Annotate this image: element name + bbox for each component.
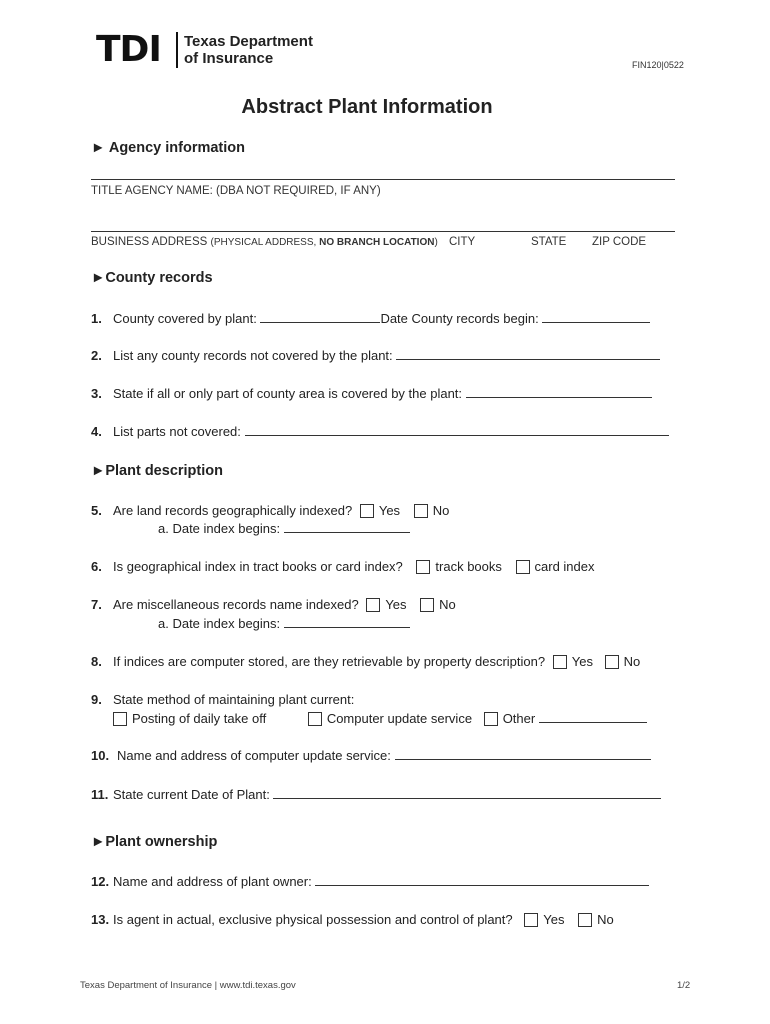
question-5a	[158, 521, 410, 536]
q11-number: 11.	[91, 787, 109, 802]
question-6	[91, 559, 595, 574]
q3-number: 3.	[91, 386, 102, 401]
update-service-field[interactable]	[395, 748, 651, 760]
q8-yes-label: Yes	[571, 654, 593, 669]
q7-yes-checkbox[interactable]	[366, 598, 380, 612]
q5-yes-label: Yes	[378, 503, 401, 518]
q8-no-checkbox[interactable]	[605, 655, 619, 669]
records-not-covered-field[interactable]	[396, 348, 660, 360]
question-13	[91, 912, 614, 927]
computer-update-label: Computer update service	[326, 711, 473, 726]
plant-owner-field[interactable]	[315, 874, 649, 886]
q1-label: County covered by plant:	[113, 311, 257, 326]
question-9	[91, 692, 354, 707]
q7-yes-label: Yes	[385, 597, 407, 612]
form-code: FIN120|0522	[632, 60, 684, 70]
q5a-label: a. Date index begins:	[158, 521, 281, 536]
q5-label: Are land records geographically indexed?	[113, 503, 353, 518]
q13-yes-checkbox[interactable]	[524, 913, 538, 927]
logo-divider	[176, 32, 178, 68]
county-covered-field[interactable]	[260, 311, 380, 323]
address-note-close: )	[434, 237, 438, 248]
state-label: STATE	[531, 236, 567, 248]
current-plant-date-field[interactable]	[273, 787, 661, 799]
q6-number: 6.	[91, 559, 102, 574]
q10-label: Name and address of computer update service:	[117, 748, 391, 763]
q7-number: 7.	[91, 597, 102, 612]
question-7a	[158, 616, 410, 631]
question-12	[91, 874, 649, 889]
q12-number: 12.	[91, 874, 110, 889]
q5a-date-field[interactable]	[284, 521, 410, 533]
question-8	[91, 654, 640, 669]
question-3	[91, 386, 652, 401]
q7a-date-field[interactable]	[284, 616, 410, 628]
business-address-line[interactable]	[91, 231, 675, 232]
q1-label-2: Date County records begin:	[380, 311, 539, 326]
q3-label: State if all or only part of county area is covered by the plant:	[113, 386, 463, 401]
q8-label: If indices are computer stored, are they retrievable by property description?	[113, 654, 546, 669]
question-11	[91, 787, 661, 802]
q13-no-checkbox[interactable]	[578, 913, 592, 927]
q7a-label: a. Date index begins:	[158, 616, 281, 631]
computer-update-checkbox[interactable]	[308, 712, 322, 726]
other-checkbox[interactable]	[484, 712, 498, 726]
q13-number: 13.	[91, 912, 110, 927]
address-note-open: (PHYSICAL ADDRESS,	[210, 237, 320, 248]
card-index-checkbox[interactable]	[516, 560, 530, 574]
q13-label: Is agent in actual, exclusive physical possession and control of plant?	[113, 912, 513, 927]
question-2	[91, 348, 660, 363]
page-number: 1/2	[677, 980, 691, 991]
q8-no-label: No	[623, 654, 641, 669]
question-4	[91, 424, 669, 439]
other-label: Other	[502, 711, 536, 726]
records-begin-field[interactable]	[542, 311, 650, 323]
q7-no-label: No	[439, 597, 456, 612]
question-5	[91, 503, 449, 518]
other-method-field[interactable]	[539, 711, 647, 723]
question-7	[91, 597, 456, 612]
track-books-checkbox[interactable]	[416, 560, 430, 574]
q2-label: List any county records not covered by the plant:	[113, 348, 393, 363]
q13-no-label: No	[597, 912, 614, 927]
question-1	[91, 311, 650, 326]
q7-no-checkbox[interactable]	[420, 598, 434, 612]
q7-label: Are miscellaneous records name indexed?	[113, 597, 359, 612]
page-title: Abstract Plant Information	[241, 96, 493, 118]
q5-number: 5.	[91, 503, 102, 518]
county-area-field[interactable]	[466, 386, 652, 398]
q5-no-label: No	[432, 503, 450, 518]
card-index-label: card index	[534, 559, 595, 574]
track-books-label: track books	[435, 559, 502, 574]
tdi-logo-abbr: TDI	[96, 29, 161, 70]
logo-line-1: Texas Department	[184, 33, 313, 50]
city-label: CITY	[449, 236, 476, 248]
q5-no-checkbox[interactable]	[414, 504, 428, 518]
daily-take-off-checkbox[interactable]	[113, 712, 127, 726]
q10-number: 10.	[91, 748, 110, 763]
q1-number: 1.	[91, 311, 102, 326]
q5-yes-checkbox[interactable]	[360, 504, 374, 518]
q13-yes-label: Yes	[543, 912, 565, 927]
agency-name-line[interactable]	[91, 179, 675, 180]
agency-heading: ► Agency information	[91, 140, 245, 156]
county-heading: ►County records	[91, 270, 213, 286]
address-label: BUSINESS ADDRESS	[91, 236, 208, 248]
q4-number: 4.	[91, 424, 102, 439]
plant-description-heading: ►Plant description	[91, 463, 223, 479]
daily-take-off-label: Posting of daily take off	[132, 711, 267, 726]
q8-yes-checkbox[interactable]	[553, 655, 567, 669]
q6-label: Is geographical index in tract books or card index?	[113, 559, 403, 574]
address-note-bold: NO BRANCH LOCATION	[319, 237, 435, 248]
q11-label: State current Date of Plant:	[113, 787, 270, 802]
business-address-label	[91, 236, 438, 248]
q12-label: Name and address of plant owner:	[113, 874, 312, 889]
logo-line-2: of Insurance	[184, 50, 274, 67]
question-9-options	[113, 711, 647, 726]
q8-number: 8.	[91, 654, 102, 669]
q2-number: 2.	[91, 348, 102, 363]
plant-ownership-heading: ►Plant ownership	[91, 834, 218, 850]
q9-number: 9.	[91, 692, 102, 707]
footer-agency: Texas Department of Insurance | www.tdi.texas.gov	[80, 980, 296, 991]
parts-not-covered-field[interactable]	[245, 424, 669, 436]
question-10	[91, 748, 651, 763]
q9-label: State method of maintaining plant current:	[113, 692, 355, 707]
q4-label: List parts not covered:	[113, 424, 241, 439]
agency-name-label: TITLE AGENCY NAME: (DBA NOT REQUIRED, IF ANY)	[91, 185, 381, 197]
zip-label: ZIP CODE	[592, 236, 647, 248]
